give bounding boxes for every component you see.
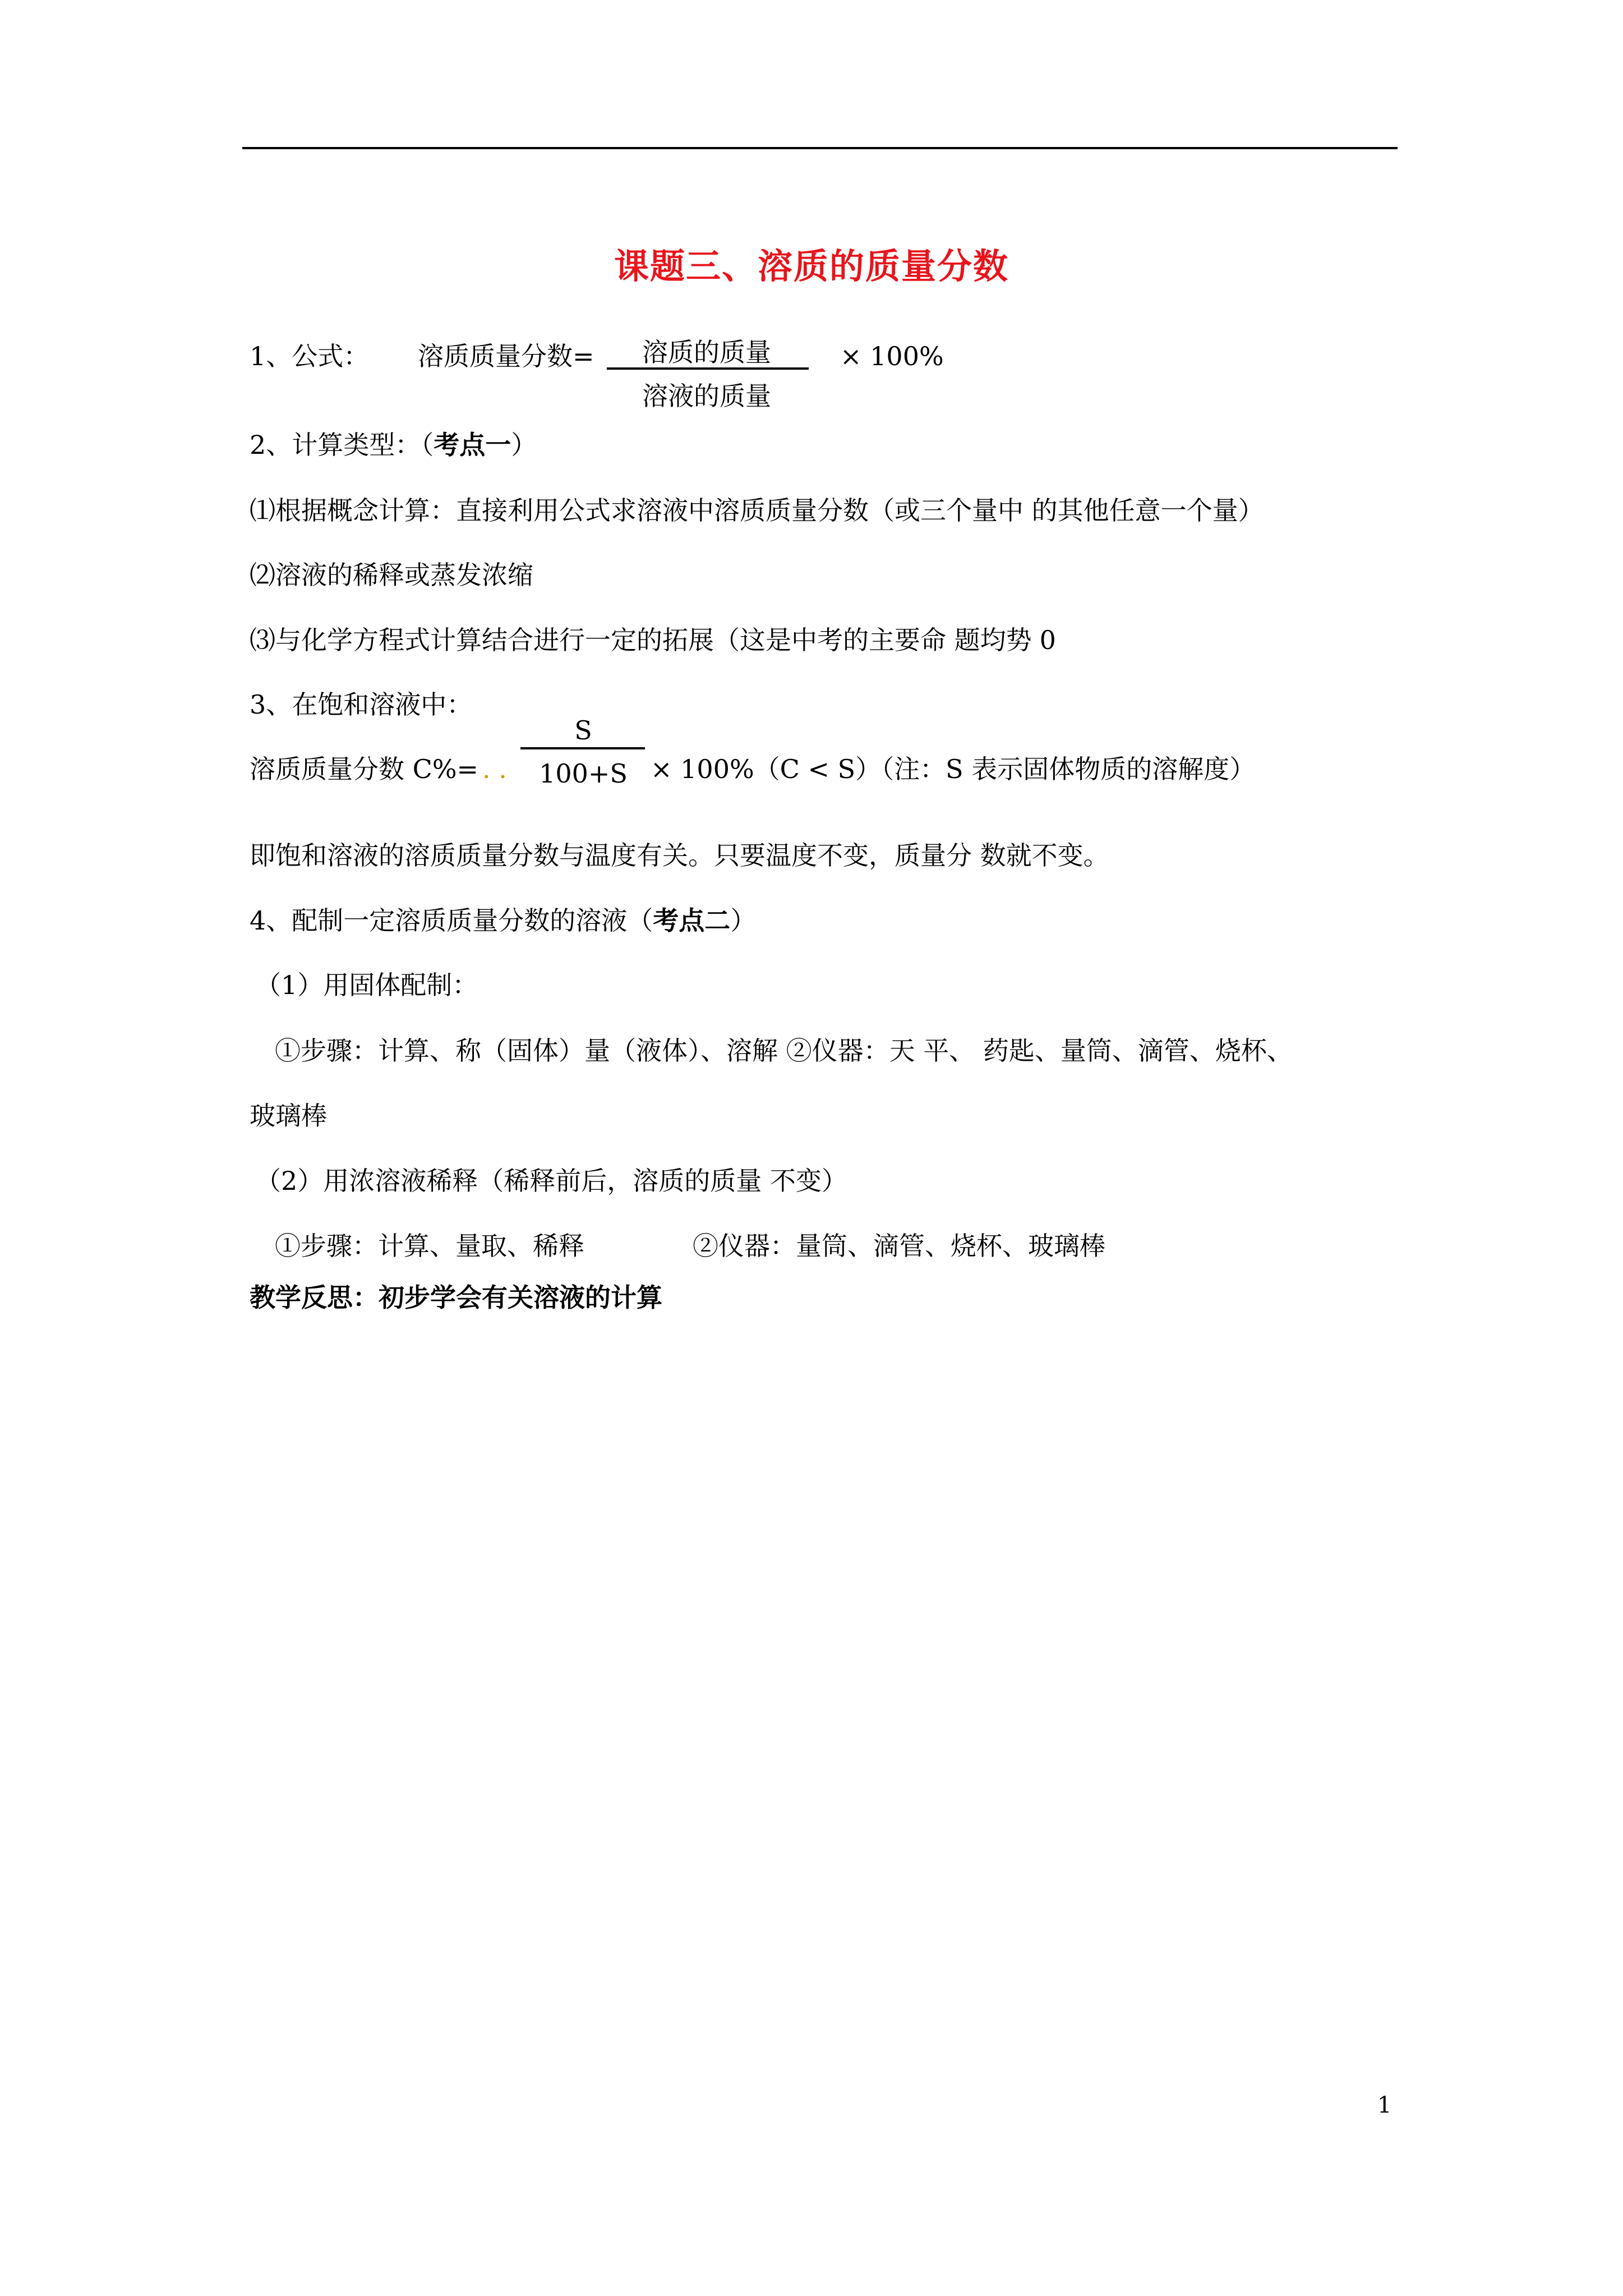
section4-heading-text: 4、配制一定溶质质量分数的溶液（: [250, 905, 653, 936]
section2-heading-bold: 考点一: [434, 430, 511, 460]
section4-sub1-steps: ①步骤：计算、称（固体）量（液体）、溶解 ②仪器：天 平、 药匙、量筒、滴管、烧杯、: [275, 1036, 1293, 1066]
section2-item-3-text: ⑶与化学方程式计算结合进行一定的拓展（这是中考的主要命 题均势: [250, 625, 1032, 655]
teaching-reflection: 教学反思：初步学会有关溶液的计算: [250, 1282, 662, 1313]
formula-fraction-bar: [607, 367, 809, 370]
page-title: 课题三、溶质的质量分数: [614, 246, 1009, 287]
section3-fraction-bar: [520, 747, 645, 749]
section2-item-3: [250, 627, 1056, 653]
section3-lhs: 溶质质量分数 C%=: [250, 754, 479, 784]
section2-item-2: ⑵溶液的稀释或蒸发浓缩: [250, 560, 533, 590]
formula-numerator: 溶质的质量: [642, 337, 771, 367]
section3-dots: . .: [482, 754, 507, 784]
section4-sub2-heading: （2）用浓溶液稀释（稀释前后，溶质的质量 不变）: [255, 1166, 847, 1196]
section2-heading: [250, 432, 537, 458]
section3-rhs: × 100%（C < S）（注：S 表示固体物质的溶解度）: [651, 754, 1256, 784]
section4-sub1-steps-cont: 玻璃棒: [250, 1101, 327, 1131]
header-rule: [242, 147, 1398, 149]
section4-heading-bold: 考点二: [653, 905, 731, 936]
section4-sub2-instruments: ②仪器：量筒、滴管、烧杯、玻璃棒: [693, 1231, 1105, 1261]
section3-note: 即饱和溶液的溶质质量分数与温度有关。只要温度不变，质量分 数就不变。: [250, 840, 1109, 871]
section4-heading-close: ）: [730, 905, 757, 936]
section2-heading-text: 2、计算类型：（: [250, 430, 434, 460]
section3-numerator: S: [574, 715, 592, 746]
formula-lhs: 溶质质量分数=: [418, 341, 594, 371]
formula-times: × 100%: [840, 341, 944, 371]
section4-heading: [250, 905, 757, 936]
section3-denominator: 100+S: [539, 758, 628, 789]
section4-sub2-steps: ①步骤：计算、量取、稀释: [275, 1231, 584, 1261]
formula-label: 1、公式：: [250, 341, 370, 371]
section2-heading-close: ）: [511, 430, 537, 460]
section2-item-1: ⑴根据概念计算：直接利用公式求溶液中溶质质量分数（或三个量中 的其他任意一个量）: [250, 495, 1264, 526]
formula-denominator: 溶液的质量: [642, 381, 771, 411]
page-number: 1: [1377, 2092, 1392, 2118]
section4-sub1-heading: （1）用固体配制：: [255, 970, 478, 1000]
section3-heading: 3、在饱和溶液中：: [250, 689, 473, 720]
section2-item-3-tail: 0: [1039, 625, 1056, 655]
